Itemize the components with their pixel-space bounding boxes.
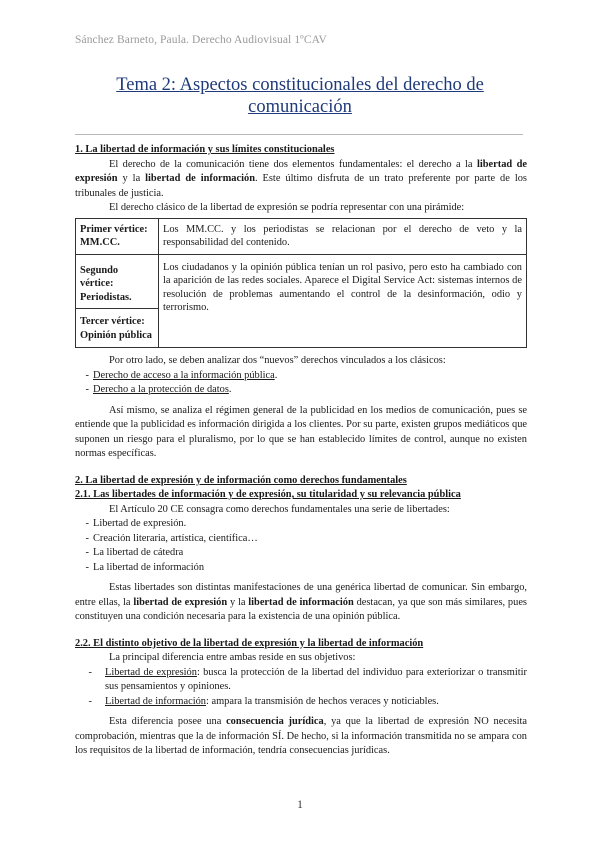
title-line-1: Tema 2: Aspectos constitucionales del derecho de — [116, 75, 484, 95]
pyramid-table — [75, 218, 527, 349]
freedoms-list — [75, 517, 527, 575]
section-2-1-paragraph-2: Estas libertades son distintas manifestaciones de una genérica libertad de comunicar. Sin embargo, entre ellas, la libertad de expresión y la libertad de información destacan, ya que son más similares, pues constituyen una condición necesaria para la existencia de una opinión pública. — [75, 582, 527, 622]
table-cell-primer-vertice: Los MM.CC. y los periodistas se relacionan por el derecho de veto y la responsabilidad del contenido. — [159, 218, 527, 254]
title-line-2: comunicación — [248, 97, 352, 117]
section-1-paragraph-4: Así mismo, se analiza el régimen general de la publicidad en los medios de comunicación, pues se entiende que la publicidad es información dirigida a los clientes. Por su parte, existen grupos mediáticos que suponen un riesgo para el pluralismo, por lo que se han establecido límites de control, aunque no existen normas específicas. — [75, 404, 527, 459]
objectives-list — [75, 666, 527, 710]
section-1-paragraph-3: Por otro lado, se deben analizar dos “nuevos” derechos vinculados a los clásicos: — [109, 355, 446, 366]
table-cell-segundo-vertice: Los ciudadanos y la opinión pública tenían un rol pasivo, pero esto ha cambiado con la aparición de las redes sociales. Aparece el Digital Service Act: sistemas internos de resolución de problemas aumentando el control de la desinformación, odio y terrorismo. — [159, 254, 527, 348]
table-row — [76, 254, 527, 309]
section-2-1-paragraph-1: El Artículo 20 CE consagra como derechos fundamentales una serie de libertades: — [109, 503, 450, 515]
new-rights-list — [75, 369, 527, 398]
document-title — [100, 74, 500, 118]
list-item-libertad-informacion: - Libertad de información: ampara la transmisión de hechos veraces y noticiables. — [75, 695, 527, 710]
list-item: - Creación literaria, artística, científica… — [75, 532, 527, 547]
section-2-2-paragraph-1: La principal diferencia entre ambas reside en sus objetivos: — [109, 652, 356, 663]
subsection-2-1-heading: 2.1. Las libertades de información y de expresión, su titularidad y su relevancia pública — [75, 489, 461, 500]
document-body — [75, 143, 527, 759]
section-1-paragraph-2: El derecho clásico de la libertad de expresión se podría representar con una pirámide: — [109, 202, 465, 213]
list-item-libertad-expresion: - Libertad de expresión: busca la protección de la libertad del individuo para exteriorizar o transmitir sus pensamientos y opiniones. — [75, 666, 527, 695]
table-label-segundo-vertice: Segundo vértice: Periodistas. — [76, 254, 159, 309]
table-label-tercer-vertice: Tercer vértice: Opinión pública — [76, 309, 159, 348]
table-label-primer-vertice: Primer vértice: MM.CC. — [76, 218, 159, 254]
list-item: - Derecho de acceso a la información pública. — [75, 369, 527, 384]
list-item: - La libertad de cátedra — [75, 546, 527, 561]
section-1-heading: 1. La libertad de información y sus límites constitucionales — [75, 144, 335, 155]
table-row — [76, 218, 527, 254]
horizontal-divider — [75, 134, 523, 135]
list-item: - Libertad de expresión. — [75, 517, 527, 532]
section-2-2-paragraph-2: Esta diferencia posee una consecuencia jurídica, ya que la libertad de expresión NO necesita comprobación, mientras que la de información SÍ. De hecho, si la información transmitida no se ampara con los requisitos de la libertad de información, tendría consecuencias jurídicas. — [75, 716, 527, 756]
section-2-heading: 2. La libertad de expresión y de información como derechos fundamentales — [75, 474, 407, 486]
section-1-paragraph-1: El derecho de la comunicación tiene dos elementos fundamentales: el derecho a la libertad de expresión y la libertad de información. Este último disfruta de un trato preferente por parte de los tribunales de justicia. — [75, 158, 527, 199]
page-number: 1 — [297, 799, 303, 811]
page-header: Sánchez Barneto, Paula. Derecho Audiovisual 1ºCAV — [75, 34, 327, 46]
list-item: - Derecho a la protección de datos. — [75, 383, 527, 398]
list-item: - La libertad de información — [75, 561, 527, 576]
subsection-2-2-heading: 2.2. El distinto objetivo de la libertad de expresión y la libertad de información — [75, 637, 424, 649]
